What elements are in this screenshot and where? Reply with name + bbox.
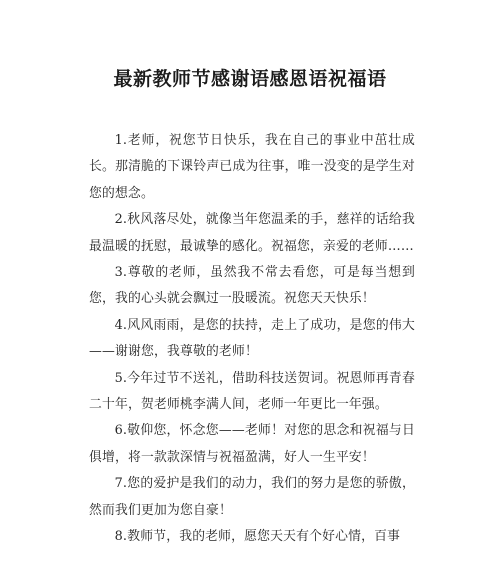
paragraph-5: 5.今年过节不送礼，借助科技送贺词。祝恩师再青春二十年，贺老师桃李满人间，老师一年更比一年强。 [89, 370, 415, 413]
document-title: 最新教师节感谢语感恩语祝福语 [113, 68, 387, 90]
paragraph-7: 7.您的爱护是我们的动力，我们的努力是您的骄傲，然而我们更加为您自豪！ [89, 476, 415, 518]
paragraph-4: 4.风风雨雨，是您的扶持，走上了成功，是您的伟大——谢谢您，我尊敬的老师！ [89, 317, 415, 360]
document-body [89, 128, 415, 551]
paragraph-8: 8.教师节，我的老师，愿您天天有个好心情，百事 [114, 529, 401, 545]
paragraph-6: 6.敬仰您，怀念您——老师！对您的思念和祝福与日俱增，将一款款深情与祝福盈满，好人一生平安！ [89, 423, 415, 465]
paragraph-3: 3.尊敬的老师，虽然我不常去看您，可是每当想到您，我的心头就会飘过一股暖流。祝您天天快乐！ [89, 265, 415, 307]
paragraph-2: 2.秋风落尽处，就像当年您温柔的手，慈祥的话给我最温暖的抚慰，最诚挚的感化。祝福您，亲爱的老师…… [89, 212, 415, 254]
paragraph-1: 1.老师，祝您节日快乐，我在自己的事业中茁壮成长。那清脆的下课铃声已成为往事，唯一没变的是学生对您的想念。 [89, 133, 415, 201]
